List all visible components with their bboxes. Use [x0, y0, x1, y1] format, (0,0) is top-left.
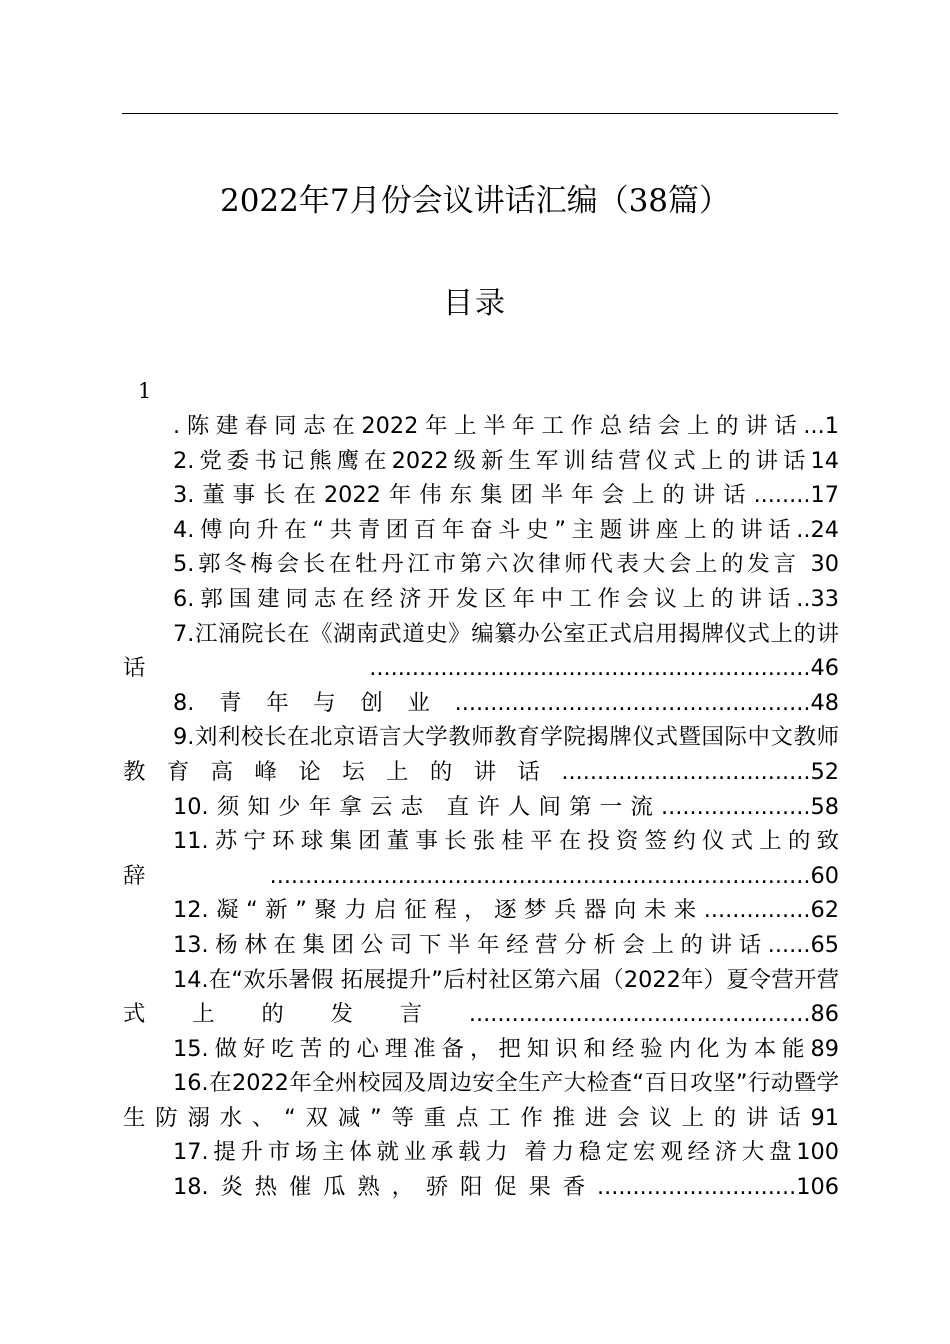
toc-entry[interactable]: 11.苏宁环球集团董事长张桂平在投资签约仪式上的致辞............................................................................60: [123, 828, 839, 889]
toc-entry[interactable]: 8.青年与创业..................................................48: [173, 689, 839, 716]
toc-entry[interactable]: 5.郭冬梅会长在牡丹江市第六次律师代表大会上的发言 30: [173, 551, 839, 578]
toc-entry[interactable]: 6.郭国建同志在经济开发区年中工作会议上的讲话..33: [173, 585, 839, 612]
toc-entry[interactable]: 13.杨林在集团公司下半年经营分析会上的讲话......65: [173, 931, 839, 958]
toc-entry[interactable]: 14.在“欢乐暑假 拓展提升”后村社区第六届（2022年）夏令营开营式上的发言................................................86: [123, 966, 839, 1028]
toc-entry[interactable]: 18.炎热催瓜熟，骄阳促果香............................106: [173, 1174, 839, 1201]
toc-list-marker: 1: [138, 379, 152, 403]
toc-entry[interactable]: 17.提升市场主体就业承载力 着力稳定宏观经济大盘100: [173, 1139, 839, 1166]
toc-entry[interactable]: .陈建春同志在2022年上半年工作总结会上的讲话...1: [173, 413, 839, 439]
toc-entry[interactable]: 4.傅向升在“共青团百年奋斗史”主题讲座上的讲话..24: [173, 516, 839, 543]
toc-entry[interactable]: 16.在2022年全州校园及周边安全生产大检查“百日攻坚”行动暨学生防溺水、“双减”等重点工作推进会议上的讲话91: [123, 1070, 839, 1131]
toc-entry[interactable]: 3.董事长在2022年伟东集团半年会上的讲话........17: [173, 482, 839, 509]
document-title: 2022年7月份会议讲话汇编（38篇）: [219, 183, 731, 219]
toc-entry[interactable]: 9.刘利校长在北京语言大学教师教育学院揭牌仪式暨国际中文教师教育高峰论坛上的讲话...................................52: [123, 724, 839, 785]
header-rule: [122, 113, 838, 114]
toc-entry[interactable]: 10.须知少年拿云志 直许人间第一流.....................58: [173, 793, 839, 820]
toc-entry[interactable]: 2.党委书记熊鹰在2022级新生军训结营仪式上的讲话14: [173, 447, 839, 474]
toc-entry[interactable]: 15.做好吃苦的心理准备，把知识和经验内化为本能89: [173, 1035, 839, 1062]
toc-entry[interactable]: 7.江涌院长在《湖南武道史》编纂办公室正式启用揭牌仪式上的讲话..............................................................46: [123, 620, 839, 682]
toc-heading: 目录: [443, 286, 507, 321]
toc-entry[interactable]: 12.凝“新”聚力启征程，逐梦兵器向未来...............62: [173, 897, 839, 924]
table-of-contents: [123, 409, 839, 1205]
